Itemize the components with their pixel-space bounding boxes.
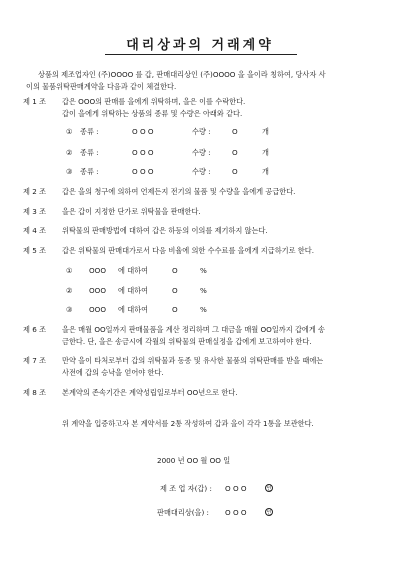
article-1-line-2: 갑이 을에게 위탁하는 상품의 종류 및 수량은 아래와 같다. <box>62 109 243 118</box>
contract-date: 2000 년 OO 월 OO 일 <box>157 456 231 465</box>
seal-mark: 인 <box>266 510 272 516</box>
article-2-line-1: 갑은 을의 청구에 의하여 언제든지 전기의 물품 및 수량을 을에게 공급한다. <box>62 187 296 196</box>
article-1-line-1: 갑은 OOO의 판매를 을에게 위탁하며, 을은 이를 수락한다. <box>62 97 246 106</box>
article-8-label: 제 8 조 <box>23 388 47 397</box>
seal-mark: 인 <box>266 486 272 492</box>
commission-unit: % <box>200 305 207 314</box>
commission-rate: O <box>172 266 178 275</box>
closing-statement: 위 계약을 입증하고자 본 계약서를 2통 작성하여 갑과 을이 각각 1통을 보관한다. <box>62 419 314 428</box>
article-3-line-1: 을은 갑이 지정한 단가로 위탁물을 판매한다. <box>62 207 201 216</box>
commission-name: OOO <box>89 305 106 314</box>
article-8-line-1: 본계약의 존속기간은 계약성립일로부터 OO년으로 한다. <box>62 388 238 397</box>
commission-phrase: 에 대하여 <box>118 286 149 295</box>
preamble-line-1: 상품의 제조업자인 (주)OOOO 를 갑, 판매대리상인 (주)OOOO 을 을이라 칭하여, 당사자 사 <box>38 70 326 79</box>
signature-label: 판매대리상(을) : <box>157 508 209 517</box>
item-kind-value: O O O <box>132 127 154 136</box>
item-kind-label: 종류 : <box>80 167 99 176</box>
article-1-label: 제 1 조 <box>23 97 47 106</box>
commission-mark: ① <box>66 266 73 275</box>
article-2-label: 제 2 조 <box>23 187 47 196</box>
item-qty-label: 수량 : <box>192 127 211 136</box>
article-5-label: 제 5 조 <box>23 246 47 255</box>
article-6-label: 제 6 조 <box>23 325 47 334</box>
commission-name: OOO <box>89 266 106 275</box>
item-unit: 개 <box>262 167 269 176</box>
item-qty-value: O <box>232 127 238 136</box>
article-6-line-2: 금한다. 단, 을은 송금시에 각월의 위탁물의 판매실정을 갑에게 보고하여야 한다. <box>62 337 312 346</box>
item-unit: 개 <box>262 148 269 157</box>
commission-mark: ③ <box>66 305 73 314</box>
item-unit: 개 <box>262 127 269 136</box>
item-kind-value: O O O <box>132 148 154 157</box>
commission-phrase: 에 대하여 <box>118 305 149 314</box>
item-mark: ① <box>66 127 73 136</box>
signature-label: 제 조 업 자(갑) : <box>160 484 212 493</box>
document-title: 대리상과의 거래계약 <box>126 38 274 53</box>
article-7-label: 제 7 조 <box>23 356 47 365</box>
item-mark: ③ <box>66 167 73 176</box>
title-underline <box>105 54 297 55</box>
item-mark: ② <box>66 148 73 157</box>
item-kind-label: 종류 : <box>80 148 99 157</box>
item-qty-value: O <box>232 167 238 176</box>
commission-unit: % <box>200 266 207 275</box>
article-6-line-1: 을은 매월 OO일까지 판매물품을 계산 정리하며 그 대금을 매월 OO일까지 갑에게 송 <box>62 325 326 334</box>
commission-rate: O <box>172 305 178 314</box>
article-7-line-2: 사전에 갑의 승낙을 얻어야 한다. <box>62 368 164 377</box>
article-4-line-1: 위탁물의 판매방법에 대하여 갑은 하등의 이의를 제기하지 않는다. <box>62 226 268 235</box>
article-5-line-1: 갑은 위탁물의 판매대가로서 다음 비율에 의한 수수료를 을에게 지급하기로 한다. <box>62 246 314 255</box>
commission-phrase: 에 대하여 <box>118 266 149 275</box>
commission-mark: ② <box>66 286 73 295</box>
signature-name: O O O <box>225 508 247 517</box>
preamble-line-2: 이의 물품위탁판매계약을 다음과 같이 체결한다. <box>26 82 177 91</box>
article-7-line-1: 만약 을이 타처로부터 갑의 위탁물과 동종 및 유사한 물품의 위탁판매를 받을 때에는 <box>62 356 324 365</box>
signature-name: O O O <box>225 484 247 493</box>
item-kind-label: 종류 : <box>80 127 99 136</box>
article-4-label: 제 4 조 <box>23 226 47 235</box>
item-qty-label: 수량 : <box>192 167 211 176</box>
commission-unit: % <box>200 286 207 295</box>
item-qty-label: 수량 : <box>192 148 211 157</box>
article-3-label: 제 3 조 <box>23 207 47 216</box>
item-kind-value: O O O <box>132 167 154 176</box>
commission-rate: O <box>172 286 178 295</box>
commission-name: OOO <box>89 286 106 295</box>
item-qty-value: O <box>232 148 238 157</box>
